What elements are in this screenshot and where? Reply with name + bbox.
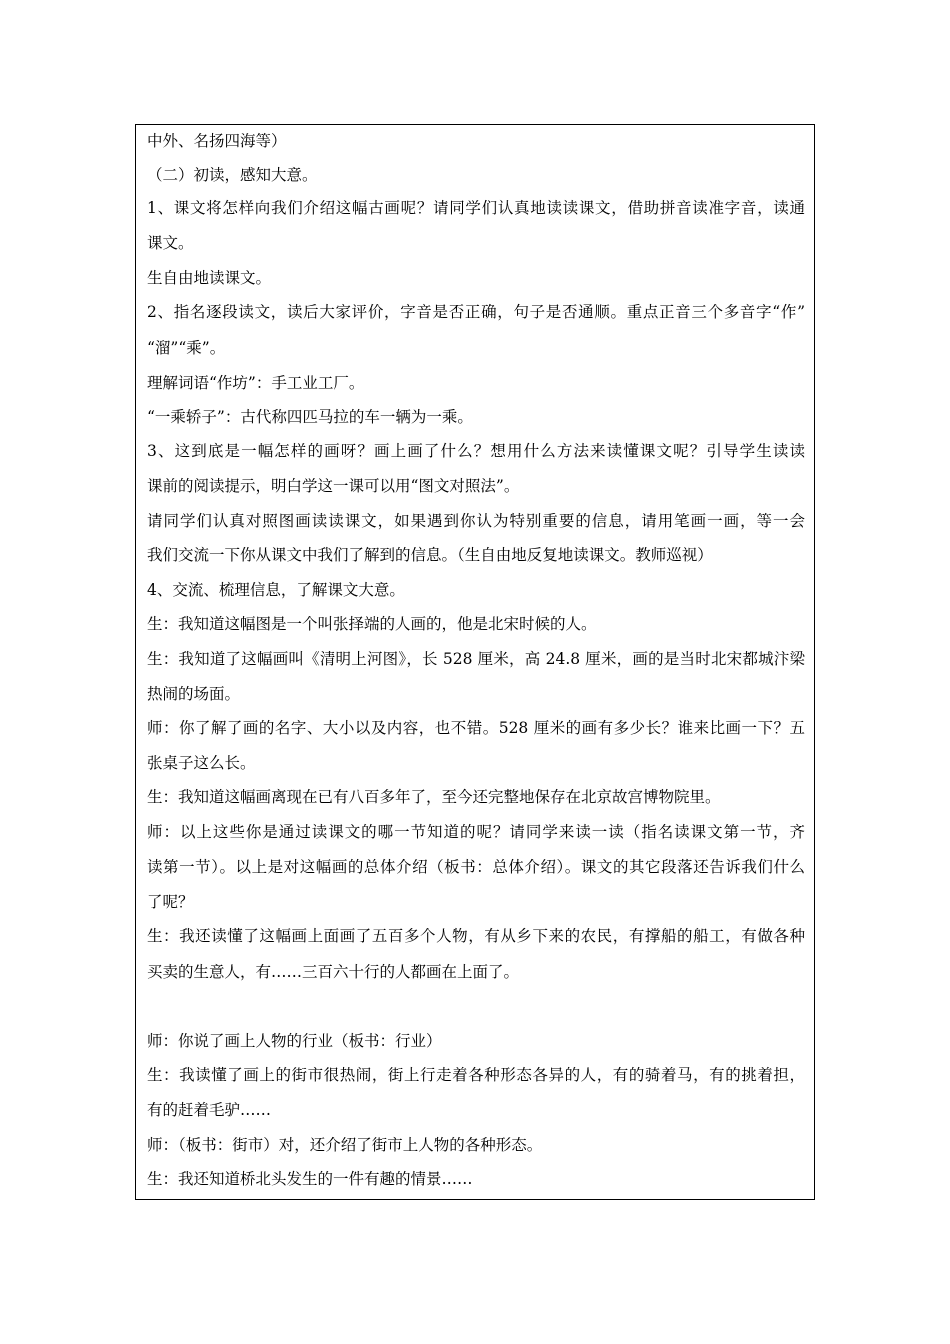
text-line: 1、课文将怎样向我们介绍这幅古画呢？请同学们认真地读读课文，借助拼音读准字音，读通: [147, 199, 805, 217]
text-line: 课文。: [147, 234, 194, 252]
text-line: “溜”“乘”。: [147, 339, 226, 357]
text-line: 我们交流一下你从课文中我们了解到的信息。（生自由地反复地读课文。教师巡视）: [147, 546, 713, 564]
dialogue-line: 了呢？: [147, 893, 194, 911]
dialogue-line: 读第一节）。以上是对这幅画的总体介绍（板书：总体介绍）。课文的其它段落还告诉我们什么: [147, 858, 805, 876]
dialogue-line: 买卖的生意人，有……三百六十行的人都画在上面了。: [147, 963, 520, 981]
text-line: 课前的阅读提示，明白学这一课可以用“图文对照法”。: [147, 477, 520, 495]
dialogue-line: 师：以上这些你是通过读课文的哪一节知道的呢？请同学来读一读（指名读课文第一节，齐: [147, 823, 805, 841]
dialogue-line: 生：我知道了这幅画叫《清明上河图》，长 528 厘米，高 24.8 厘米，画的是当时北宋都城汴梁: [147, 650, 805, 668]
text-line: “一乘轿子”：古代称四匹马拉的车一辆为一乘。: [147, 408, 473, 426]
section-heading: （二）初读，感知大意。: [147, 166, 318, 184]
text-line: 中外、名扬四海等）: [147, 132, 287, 150]
text-line: 2、指名逐段读文，读后大家评价，字音是否正确，句子是否通顺。重点正音三个多音字“作”: [147, 303, 805, 321]
dialogue-line: 师：你了解了画的名字、大小以及内容，也不错。528 厘米的画有多少长？谁来比画一下？五: [147, 719, 805, 737]
dialogue-line: 师：你说了画上人物的行业（板书：行业）: [147, 1032, 442, 1050]
dialogue-line: 有的赶着毛驴……: [147, 1101, 272, 1119]
text-line: 请同学们认真对照图画读读课文，如果遇到你认为特别重要的信息，请用笔画一画，等一会: [147, 512, 805, 530]
text-line: 生自由地读课文。: [147, 269, 272, 287]
dialogue-line: 生：我知道这幅图是一个叫张择端的人画的，他是北宋时候的人。: [147, 615, 597, 633]
dialogue-line: 生：我读懂了画上的街市很热闹，街上行走着各种形态各异的人，有的骑着马，有的挑着担，: [147, 1066, 805, 1084]
text-line: 3、这到底是一幅怎样的画呀？画上画了什么？想用什么方法来读懂课文呢？引导学生读读: [147, 442, 805, 460]
dialogue-line: 生：我还知道桥北头发生的一件有趣的情景……: [147, 1170, 473, 1188]
lesson-table-cell: [135, 124, 815, 1200]
dialogue-line: 师：（板书：街市）对，还介绍了街市上人物的各种形态。: [147, 1136, 543, 1154]
dialogue-line: 热闹的场面。: [147, 685, 241, 703]
text-line: 4、交流、梳理信息，了解课文大意。: [147, 581, 405, 599]
dialogue-line: 张桌子这么长。: [147, 754, 256, 772]
dialogue-line: 生：我知道这幅画离现在已有八百多年了，至今还完整地保存在北京故宫博物院里。: [147, 788, 721, 806]
text-line: 理解词语“作坊”：手工业工厂。: [147, 374, 365, 392]
dialogue-line: 生：我还读懂了这幅画上面画了五百多个人物，有从乡下来的农民，有撑船的船工，有做各种: [147, 927, 805, 945]
